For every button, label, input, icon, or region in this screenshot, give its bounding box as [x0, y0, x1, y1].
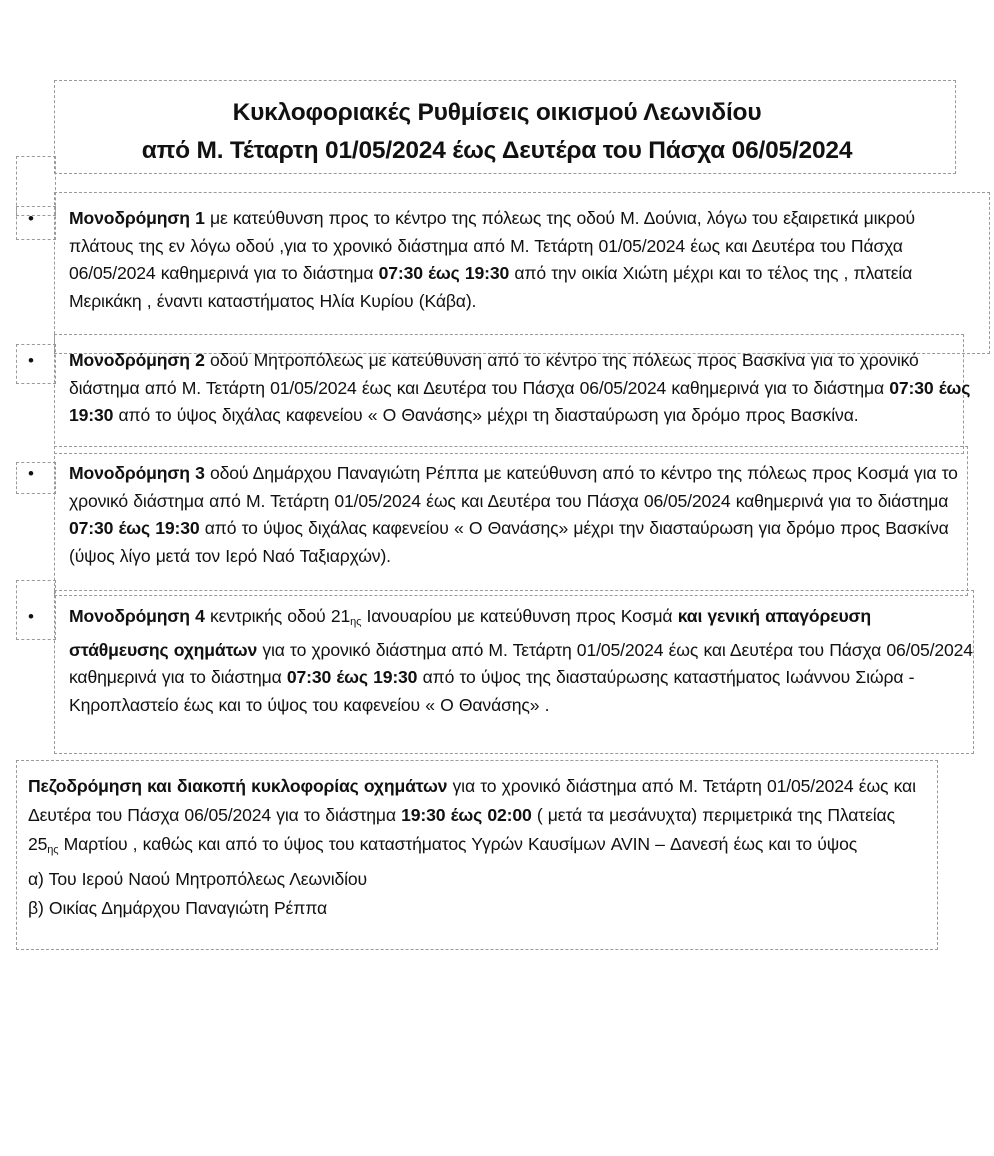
list-item-text: [69, 460, 973, 570]
title-line-2: από Μ. Τέταρτη 01/05/2024 έως Δευτέρα του Πάσχα 06/05/2024: [141, 137, 853, 164]
item-time: 07:30 έως 19:30: [69, 377, 971, 425]
pedestrian-line-a: α) Του Ιερού Ναού Μητροπόλεως Λεωνιδίου: [28, 869, 368, 889]
pedestrian-time: 19:30 έως 02:00: [401, 805, 532, 825]
item-text-part: οδού Δημάρχου Παναγιώτη Ρέππα με κατεύθυνση από το κέντρο της πόλεως προς Κοσμά για το χρονικό διάστημα από Μ. Τετάρτη 01/05/2024 έως και Δευτέρα του Πάσχα 06/05/2024 καθημερινά για το διάστημα: [69, 463, 958, 511]
item-text-part: από το ύψος διχάλας καφενείου « Ο Θανάσης» μέχρι την διασταύρωση για δρόμο προς Βασκίνα (ύψος λίγο μετά τον Ιερό Ναό Ταξιαρχών).: [69, 518, 949, 566]
document-title: [40, 94, 954, 170]
item-text-part: από το ύψος της διασταύρωσης καταστήματος Ιωάννου Σιώρα - Κηροπλαστείο έως και το ύψος του καφενείου « Ο Θανάσης» .: [69, 667, 915, 715]
item-text-part: από το ύψος διχάλας καφενείου « Ο Θανάσης» μέχρι τη διασταύρωση για δρόμο προς Βασκίνα.: [113, 405, 859, 425]
pedestrian-text-part: ( μετά τα μεσάνυχτα) περιμετρικά της Πλατείας 25: [28, 805, 895, 854]
bullet-icon: •: [28, 209, 34, 228]
item-time: 07:30 έως 19:30: [69, 518, 200, 538]
item-text-part: για το χρονικό διάστημα από Μ. Τετάρτη 01/05/2024 έως και Δευτέρα του Πάσχα 06/05/2024 καθημερινά για το διάστημα: [69, 639, 973, 687]
item-emphasis: και γενική απαγόρευση στάθμευσης οχημάτων: [69, 606, 872, 660]
item-time: 07:30 έως 19:30: [286, 667, 418, 687]
list-item-text: [69, 205, 973, 315]
pedestrian-label: Πεζοδρόμηση και διακοπή κυκλοφορίας οχημάτων: [28, 776, 448, 796]
ordinal-suffix: ης: [350, 616, 362, 628]
pedestrian-line-b: β) Οικίας Δημάρχου Παναγιώτη Ρέππα: [28, 898, 327, 918]
pedestrian-section: [28, 772, 928, 923]
bullet-icon: •: [28, 464, 34, 483]
item-text-part: οδού Μητροπόλεως με κατεύθυνση από το κέντρο της πόλεως προς Βασκίνα για το χρονικό διάστημα από Μ. Τετάρτη 01/05/2024 έως και Δευτέρα του Πάσχα 06/05/2024 καθημερινά για το διάστημα: [69, 350, 919, 398]
bullet-icon: •: [28, 351, 34, 370]
list-item: [28, 347, 973, 430]
ordinal-suffix: ης: [47, 844, 59, 856]
title-line-1: Κυκλοφοριακές Ρυθμίσεις οικισμού Λεωνιδίου: [232, 99, 762, 126]
list-item-text: [69, 603, 973, 719]
item-label: Μονοδρόμηση 1: [69, 208, 205, 228]
list-item: [28, 205, 973, 315]
item-text-part: με κατεύθυνση προς το κέντρο της πόλεως της οδού Μ. Δούνια, λόγω του εξαιρετικά μικρού πλάτους της εν λόγω οδού ,για το χρονικό διάστημα από Μ. Τετάρτη 01/05/2024 έως και Δευτέρα του Πάσχα 06/05/2024 καθημερινά για το διάστημα: [69, 208, 915, 283]
item-text-part: από την οικία Χιώτη μέχρι και το τέλος της , πλατεία Μερικάκη , έναντι καταστήματος Ηλία Κυρίου (Κάβα).: [69, 263, 913, 311]
list-item-text: [69, 347, 973, 430]
list-item: [28, 460, 973, 570]
bullet-icon: •: [28, 607, 34, 626]
item-label: Μονοδρόμηση 3: [69, 463, 205, 483]
pedestrian-paragraph: [28, 772, 928, 865]
list-item: [28, 603, 973, 719]
item-time: 07:30 έως 19:30: [378, 263, 510, 283]
pedestrian-text-part: Μαρτίου , καθώς και από το ύψος του καταστήματος Υγρών Καυσίμων AVIN – Δανεσή έως και το ύψος: [58, 834, 858, 854]
item-label: Μονοδρόμηση 2: [69, 350, 205, 370]
item-text-part: Ιανουαρίου με κατεύθυνση προς Κοσμά: [361, 606, 678, 626]
item-label: Μονοδρόμηση 4: [69, 606, 205, 626]
pedestrian-text-part: για το χρονικό διάστημα από Μ. Τετάρτη 01/05/2024 έως και Δευτέρα του Πάσχα 06/05/2024 για το διάστημα: [28, 776, 916, 825]
item-text-part: κεντρικής οδού 21: [204, 606, 351, 626]
